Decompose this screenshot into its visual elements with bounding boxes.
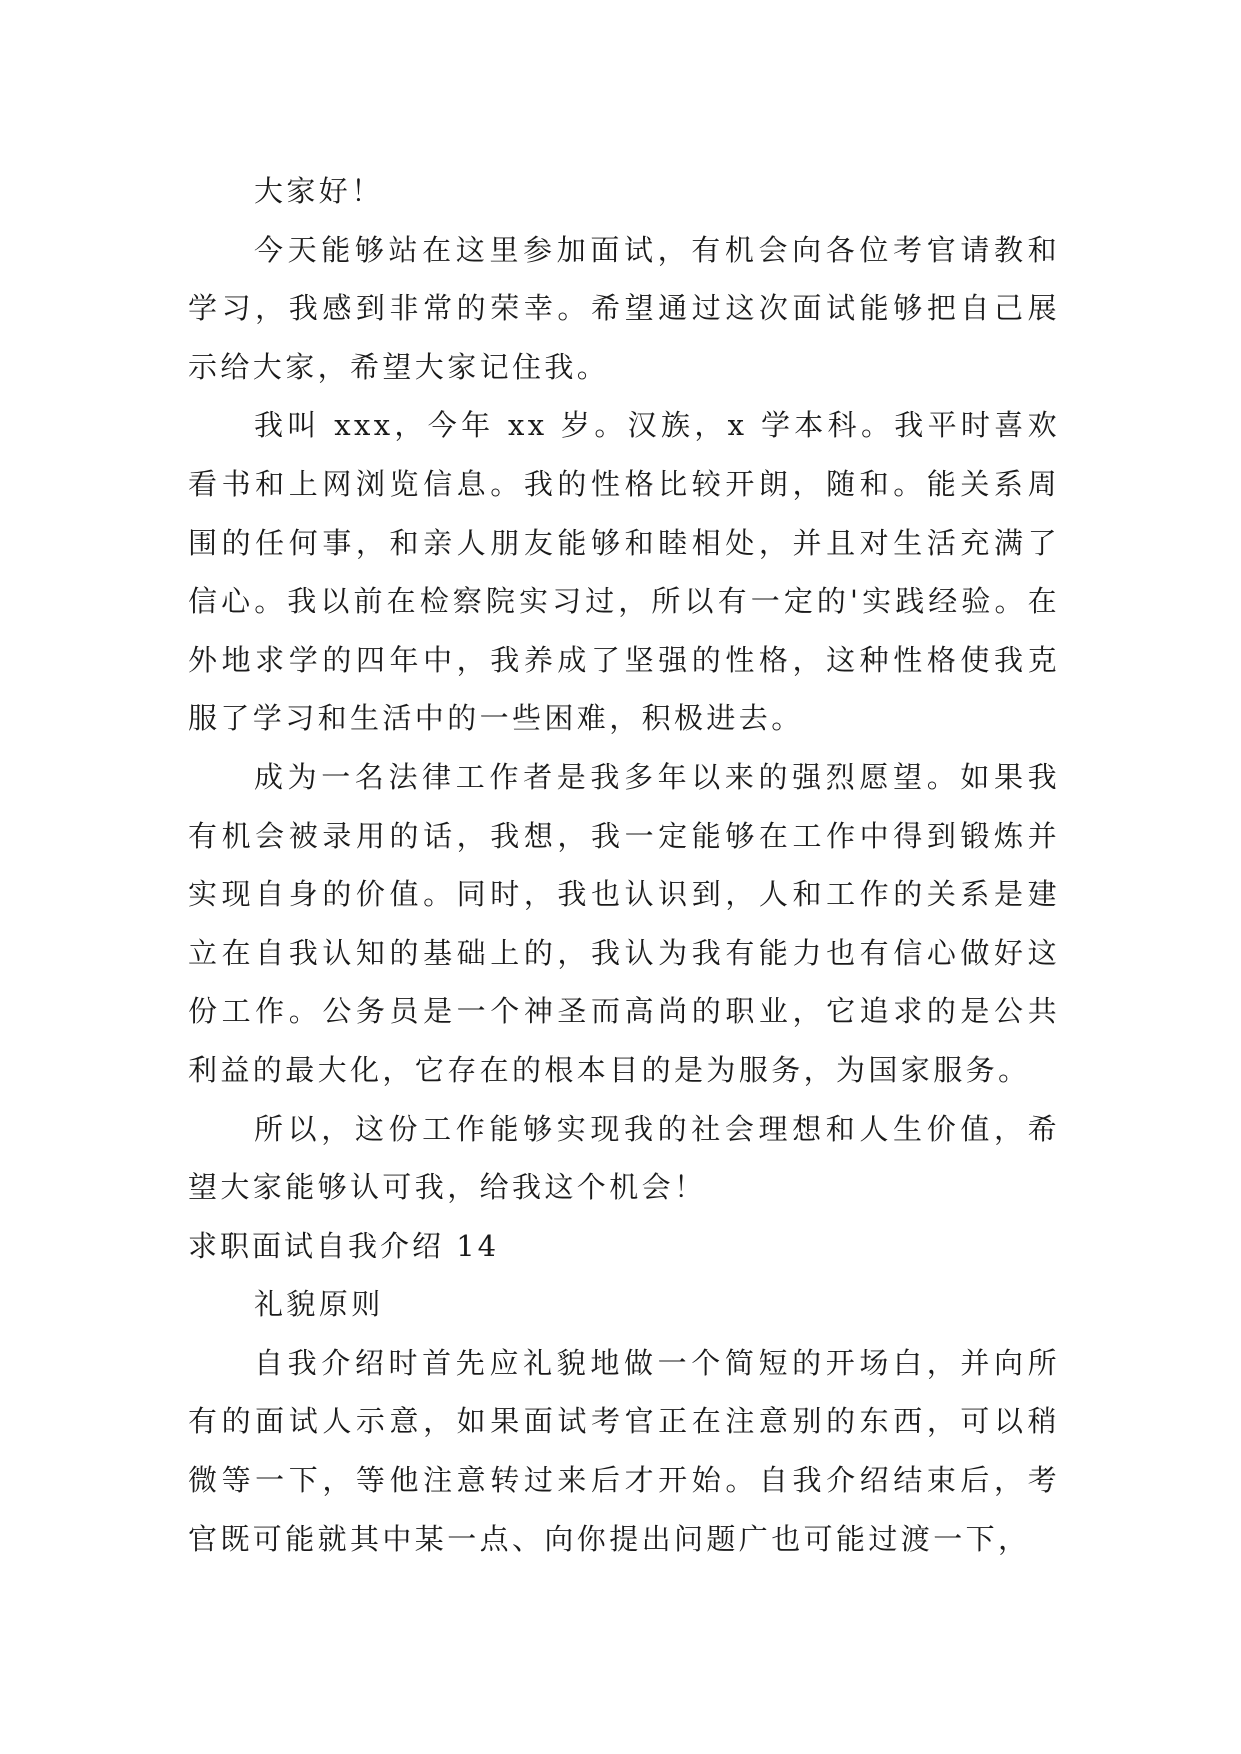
- etiquette-paragraph: 自我介绍时首先应礼貌地做一个简短的开场白，并向所有的面试人示意，如果面试考官正在注意别的东西，可以稍微等一下，等他注意转过来后才开始。自我介绍结束后，考官既可能就其中某一点、向你提出问题广也可能过渡一下，: [188, 1345, 1060, 1556]
- closing-paragraph: 所以，这份工作能够实现我的社会理想和人生价值，希望大家能够认可我，给我这个机会！: [188, 1111, 1060, 1205]
- greeting-paragraph: 大家好！: [254, 174, 384, 208]
- section-title: 求职面试自我介绍 14: [188, 1228, 500, 1263]
- personal-info-paragraph: 我叫 xxx，今年 xx 岁。汉族，x 学本科。我平时喜欢看书和上网浏览信息。我的性格比较开朗，随和。能关系周围的任何事，和亲人朋友能够和睦相处，并且对生活充满了信心。我以前在检察院实习过，所以有一定的'实践经验。在外地求学的四年中，我养成了坚强的性格，这种性格使我克服了学习和生活中的一些困难，积极进去。: [188, 408, 1060, 736]
- subsection-title: 礼貌原则: [254, 1287, 384, 1322]
- aspiration-paragraph: 成为一名法律工作者是我多年以来的强烈愿望。如果我有机会被录用的话，我想，我一定能够在工作中得到锻炼并实现自身的价值。同时，我也认识到，人和工作的关系是建立在自我认知的基础上的，我认为我有能力也有信心做好这份工作。公务员是一个神圣而高尚的职业，它追求的是公共利益的最大化，它存在的根本目的是为服务，为国家服务。: [188, 759, 1060, 1087]
- intro-paragraph: 今天能够站在这里参加面试，有机会向各位考官请教和学习，我感到非常的荣幸。希望通过这次面试能够把自己展示给大家，希望大家记住我。: [188, 232, 1060, 384]
- document-body: [188, 162, 1060, 1568]
